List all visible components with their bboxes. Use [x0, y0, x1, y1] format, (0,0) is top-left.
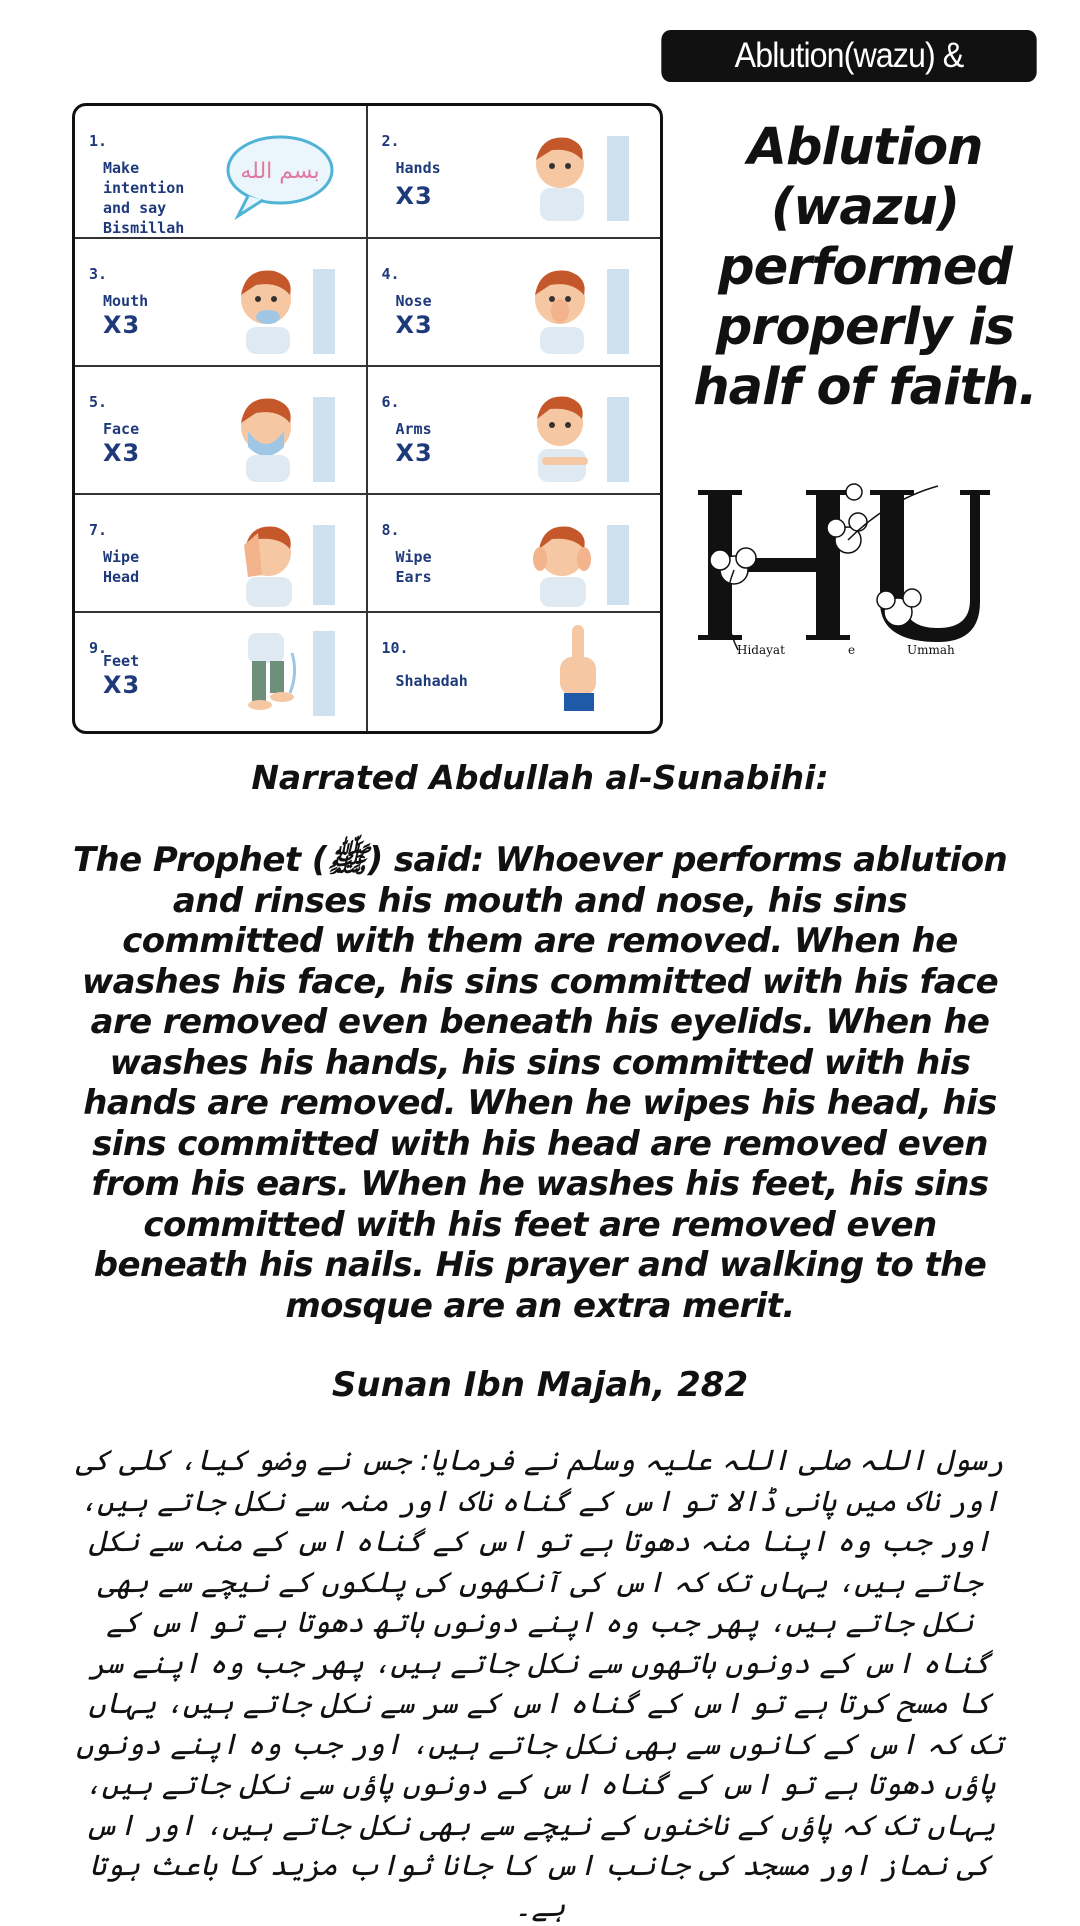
- step-label: Feet: [103, 652, 140, 670]
- step-cell: [368, 239, 661, 367]
- step-times: X3: [103, 311, 141, 339]
- boy-washing-hands-icon: [512, 126, 632, 221]
- step-label: Shahadah: [395, 672, 468, 690]
- step-cell: [75, 106, 368, 239]
- logo-caption-right: Ummah: [907, 643, 955, 657]
- step-cell: [368, 367, 661, 495]
- headline: Ablution (wazu) performed properly is half of faith.: [693, 118, 1037, 417]
- step-number: 9.: [89, 639, 108, 657]
- urdu-translation: رسول اللہ صلی اللہ علیہ وسلم نے فرمایا: جس نے وضو کیا، کلی کی اور ناک میں پانی ڈالا تو اس کے گناہ ناک اور منہ سے نکل جاتے ہیں، اور جب وہ اپنا منہ دھوتا ہے تو اس کے گناہ اس کے منہ سے نکل جاتے ہیں، یہاں تک کہ اس کی آنکھوں کی پلکوں کے نیچے سے بھی نکل جاتے ہیں، پھر جب وہ اپنے دونوں ہاتھ دھوتا ہے تو اس کے گناہ اس کے دونوں ہاتھوں سے نکل جاتے ہیں، پھر جب وہ اپنے سر کا مسح کرتا ہے تو اس کے گناہ اس کے سر سے نکل جاتے ہیں، یہاں تک کہ اس کے کانوں سے بھی نکل جاتے ہیں، اور جب وہ اپنے دونوں پاؤں دھوتا ہے تو اس کے گناہ اس کے دونوں پاؤں سے نکل جاتے ہیں، یہاں تک کہ پاؤں کے ناخنوں کے نیچے سے بھی نکل جاتے ہیں، اور اس کی نماز اور مسجد کی جانب اس کا جانا ثواب مزید کا باعث ہوتا ہے۔: [75, 1443, 1005, 1923]
- step-number: 5.: [89, 393, 108, 411]
- step-number: 8.: [381, 521, 400, 539]
- step-label: Wipe Head: [103, 548, 140, 586]
- step-number: 6.: [381, 393, 400, 411]
- step-times: X3: [103, 439, 141, 467]
- hadith-text: The Prophet (ﷺ) said: Whoever performs ablution and rinses his mouth and nose, his sins committed with them are removed. When he washes his face, his sins committed with his face are removed even beneath his eyelids. When he washes his hands, his sins committed with his hands are removed. When he wipes his head, his sins committed with his head are removed even from his ears. When he washes his feet, his sins committed with his feet are removed even beneath his nails. His prayer and walking to the mosque are an extra merit.: [72, 840, 1008, 1326]
- boy-rinsing-mouth-icon: [218, 259, 338, 354]
- bismillah-bubble-icon: [218, 126, 338, 221]
- step-label: Arms: [395, 420, 432, 438]
- boy-washing-face-icon: [218, 387, 338, 482]
- step-cell: [75, 239, 368, 367]
- step-label: Mouth: [103, 292, 149, 310]
- step-label: Make intention and say Bismillah: [103, 159, 185, 237]
- ablution-steps-grid: [72, 103, 663, 734]
- step-number: 10.: [381, 639, 409, 657]
- step-times: X3: [395, 439, 433, 467]
- logo-caption-left: Hidayat: [737, 643, 785, 657]
- step-times: X3: [103, 671, 141, 699]
- step-cell: [75, 613, 368, 731]
- step-number: 3.: [89, 265, 108, 283]
- logo-caption-middle: e: [848, 643, 856, 657]
- step-times: X3: [395, 182, 433, 210]
- step-number: 7.: [89, 521, 108, 539]
- step-label: Nose: [395, 292, 432, 310]
- step-label: Wipe Ears: [395, 548, 432, 586]
- step-label: Hands: [395, 159, 441, 177]
- step-number: 1.: [89, 132, 108, 150]
- hidayat-e-ummah-logo: [698, 480, 1023, 670]
- boy-washing-arms-icon: [512, 387, 632, 482]
- step-label: Face: [103, 420, 140, 438]
- boy-rinsing-nose-icon: [512, 259, 632, 354]
- boy-washing-feet-icon: [218, 623, 338, 718]
- step-number: 4.: [381, 265, 400, 283]
- step-cell: [368, 106, 661, 239]
- bismillah-text: بسم الله: [239, 159, 320, 184]
- index-finger-icon: [512, 621, 632, 716]
- category-tag: Ablution(wazu) & Tayammum: [661, 30, 1036, 82]
- step-cell: [368, 495, 661, 613]
- boy-wiping-head-icon: [218, 515, 338, 610]
- step-cell: [75, 367, 368, 495]
- step-cell: [75, 495, 368, 613]
- hadith-source: Sunan Ibn Majah, 282: [331, 1365, 749, 1405]
- step-cell: [368, 613, 661, 731]
- narrator-line: Narrated Abdullah al-Sunabihi:: [251, 758, 829, 797]
- step-number: 2.: [381, 132, 400, 150]
- boy-wiping-ears-icon: [512, 515, 632, 610]
- step-times: X3: [395, 311, 433, 339]
